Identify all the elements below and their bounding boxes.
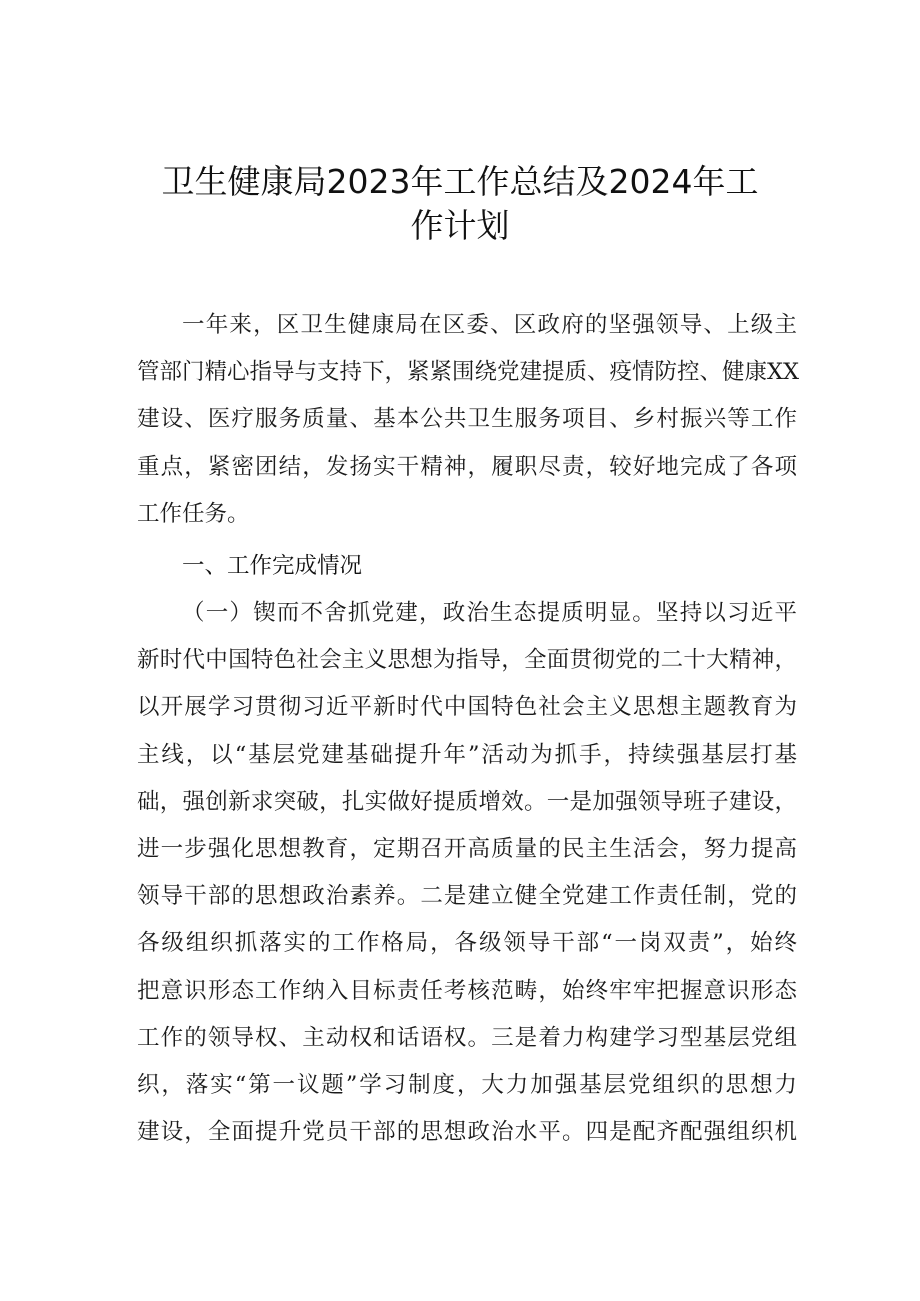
paragraph-line: （一）锲而不舍抓党建，政治生态提质明显。坚持以习近平 [182, 600, 797, 626]
paragraph-line: 础，强创新求突破，扎实做好提质增效。一是加强领导班子建设， [137, 788, 797, 815]
paragraph-line: 领导干部的思想政治素养。二是建立健全党建工作责任制，党的 [137, 883, 797, 910]
title-line: 作计划 [410, 206, 510, 245]
document-title [120, 160, 800, 248]
paragraph-line: 新时代中国特色社会主义思想为指导，全面贯彻党的二十大精神， [137, 647, 797, 674]
paragraph-line: 建设，全面提升党员干部的思想政治水平。四是配齐配强组织机 [137, 1119, 797, 1146]
body-paragraph [137, 590, 797, 1156]
paragraph-line: 把意识形态工作纳入目标责任考核范畴，始终牢牢把握意识形态 [137, 977, 797, 1004]
paragraph-line: 建设、医疗服务质量、基本公共卫生服务项目、乡村振兴等工作 [137, 406, 797, 433]
section-heading: 一、工作完成情况 [182, 553, 363, 579]
paragraph-line: 重点，紧密团结，发扬实干精神，履职尽责，较好地完成了各项 [137, 453, 797, 480]
paragraph-line: 织，落实“第一议题”学习制度，大力加强基层党组织的思想力 [137, 1071, 797, 1098]
paragraph-line: 工作的领导权、主动权和话语权。三是着力构建学习型基层党组 [137, 1024, 797, 1051]
title-line: 卫生健康局2023年工作总结及2024年工 [161, 162, 759, 201]
paragraph-line: 主线，以“基层党建基础提升年”活动为抓手，持续强基层打基 [137, 741, 797, 768]
intro-paragraph [137, 302, 800, 538]
paragraph-line: 各级组织抓落实的工作格局，各级领导干部“一岗双责”，始终 [137, 930, 797, 957]
paragraph-line: 以开展学习贯彻习近平新时代中国特色社会主义思想主题教育为 [137, 694, 797, 721]
paragraph-line: 一年来，区卫生健康局在区委、区政府的坚强领导、上级主 [182, 312, 797, 338]
paragraph-line: 进一步强化思想教育，定期召开高质量的民主生活会，努力提高 [137, 835, 797, 862]
paragraph-line: 工作任务。 [137, 500, 250, 527]
paragraph-line: 管部门精心指导与支持下，紧紧围绕党建提质、疫情防控、健康XX [137, 359, 800, 386]
